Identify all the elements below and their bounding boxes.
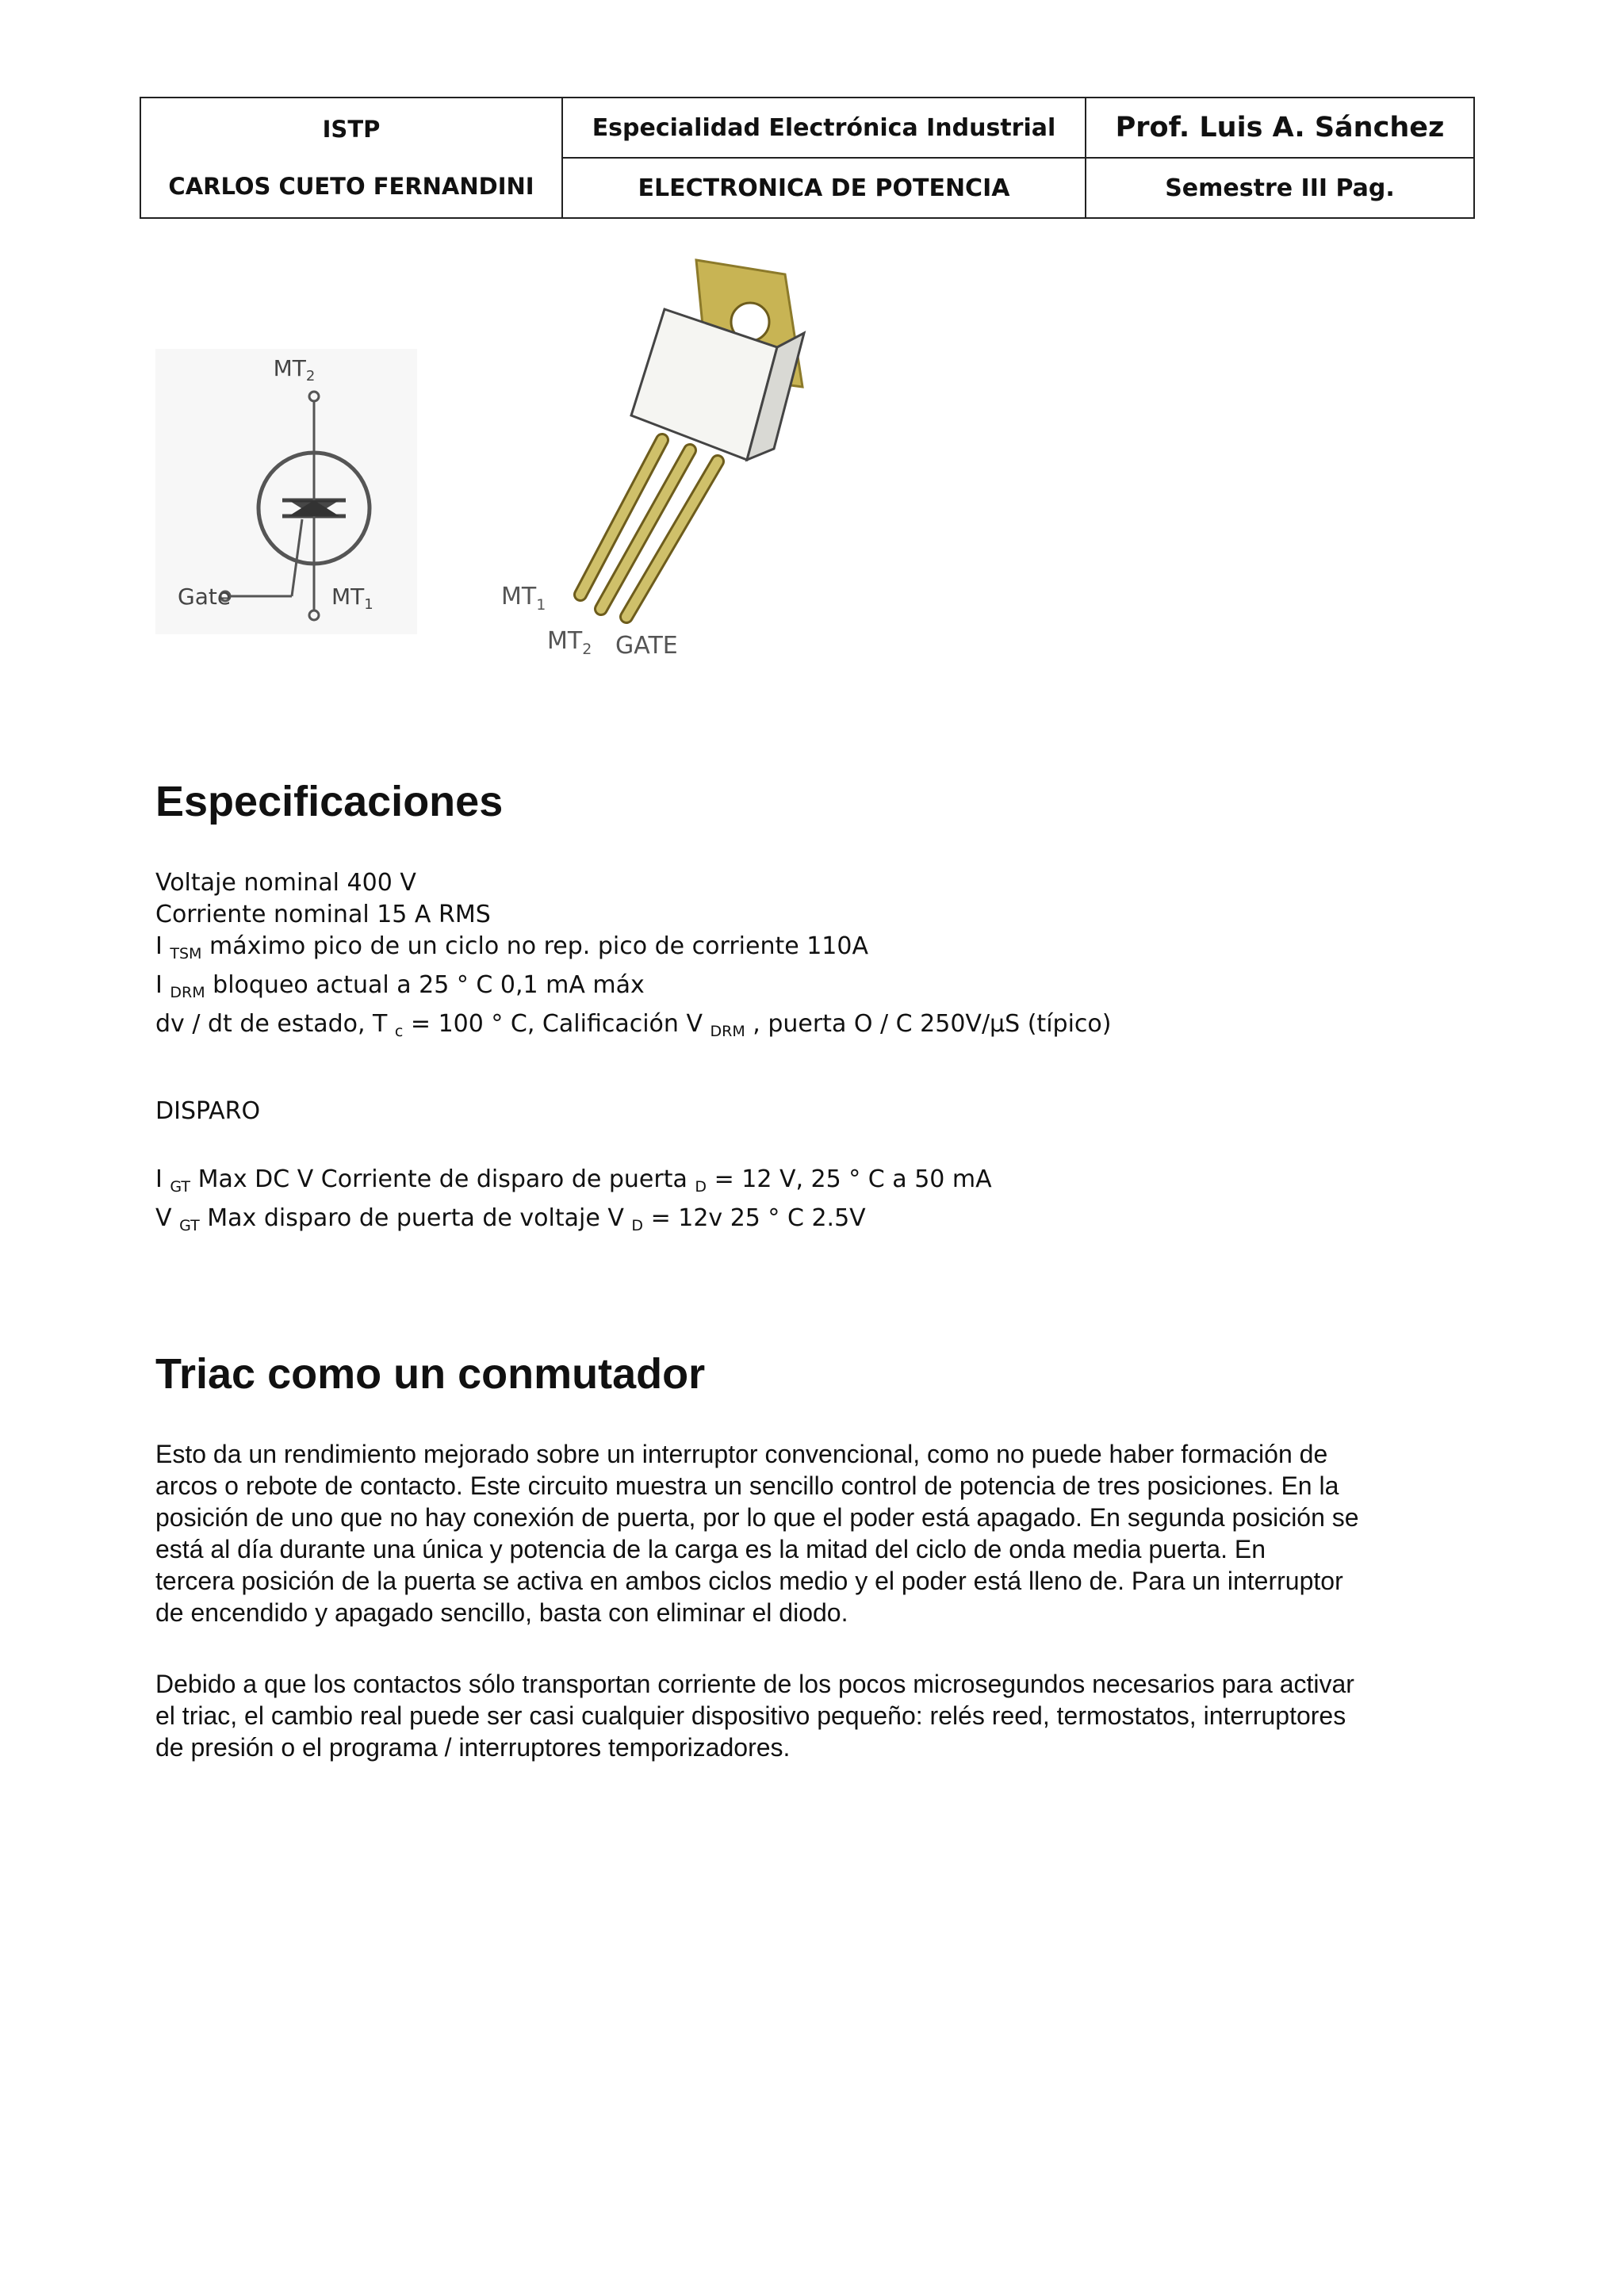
package-mt1-label: $MT_1$ (501, 583, 546, 614)
package-mt2-label: $MT_2$ (547, 627, 592, 658)
course-cell: ELECTRONICA DE POTENCIA (562, 158, 1086, 218)
institute-name: CARLOS CUETO FERNANDINI (168, 173, 534, 200)
triac-switch-heading: Triac como un conmutador (155, 1350, 706, 1398)
symbol-gate-label: Gate (178, 584, 232, 610)
spec-dvdt: dv / dt de estado, T $_c$ = 100 ° C, Calificación V $_{DRM}$ , puerta O / C 250V/μS (típico) (155, 1010, 1112, 1040)
institute-acronym: ISTP (322, 116, 381, 143)
spec-idrm: I $_{DRM}$ bloqueo actual a 25 ° C 0,1 mA máx (155, 971, 645, 1001)
specs-heading: Especificaciones (155, 778, 504, 825)
document-header (140, 97, 1475, 219)
symbol-mt2-label: $MT_2$ (273, 355, 316, 385)
specs-list (155, 867, 1111, 1047)
symbol-mt1-label: $MT_1$ (331, 584, 373, 613)
disparo-heading: DISPARO (155, 1097, 261, 1125)
disparo-list (155, 1164, 992, 1242)
semester-cell: Semestre III Pag. (1086, 158, 1474, 218)
professor-cell: Prof. Luis A. Sánchez (1086, 98, 1474, 158)
institute-cell (140, 98, 562, 218)
package-gate-label: GATE (615, 632, 678, 660)
triac-paragraph-1: Esto da un rendimiento mejorado sobre un interruptor convencional, como no puede haber formación de arcos o rebote de contacto. Este circuito muestra un sencillo control de potencia de tres posiciones. En la posición de uno que no hay conexión de puerta, por lo que el poder está apagado. En segunda posición se está al día durante una única y potencia de la carga es la mitad del ciclo de onda media puerta. En tercera posición de la puerta se activa en ambos ciclos medio y el poder está lleno de. Para un interruptor de encendido y apagado sencillo, basta con eliminar el diodo. (155, 1440, 1359, 1627)
disparo-vgt: V $_{GT}$ Max disparo de puerta de voltaje V $_D$ = 12v 25 ° C 2.5V (155, 1204, 866, 1234)
triac-package-figure (492, 246, 904, 674)
spec-current: Corriente nominal 15 A RMS (155, 901, 491, 928)
spec-itsm: I $_{TSM}$ máximo pico de un ciclo no rep. pico de corriente 110A (155, 932, 868, 962)
spec-voltage: Voltaje nominal 400 V (155, 869, 416, 897)
triac-paragraph-2: Debido a que los contactos sólo transportan corriente de los pocos microsegundos necesarios para activar el triac, el cambio real puede ser casi cualquier dispositivo pequeño: relés reed, termostatos, interruptores de presión o el programa / interruptores temporizadores. (155, 1670, 1354, 1762)
triac-symbol-figure (155, 349, 417, 634)
specialty-cell: Especialidad Electrónica Industrial (562, 98, 1086, 158)
disparo-igt: I $_{GT}$ Max DC V Corriente de disparo de puerta $_D$ = 12 V, 25 ° C a 50 mA (155, 1165, 992, 1196)
